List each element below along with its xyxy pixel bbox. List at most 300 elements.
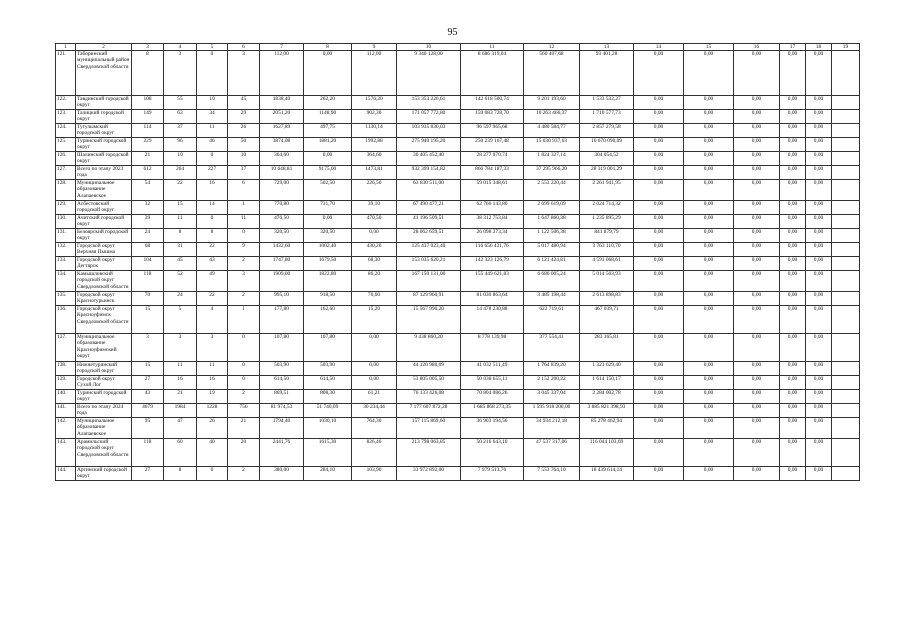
value-cell: 87 129 960,91 <box>397 292 461 306</box>
value-cell: 0,00 <box>684 110 734 124</box>
value-cell: 0,00 <box>780 467 806 481</box>
value-cell: 0,00 <box>734 180 780 201</box>
value-cell: 2 024 714,32 <box>580 201 634 215</box>
value-cell: 22 <box>197 243 228 257</box>
value-cell: 0,00 <box>780 138 806 152</box>
value-cell: 6 686 005,24 <box>524 271 580 292</box>
value-cell: 37 <box>228 166 260 180</box>
value-cell: 36 903 194,56 <box>461 418 524 439</box>
value-cell: 27 <box>132 376 164 390</box>
value-cell: 0,00 <box>734 96 780 110</box>
column-header: 19 <box>832 44 860 51</box>
value-cell: 869,51 <box>260 390 304 404</box>
value-cell: 86,20 <box>352 271 397 292</box>
value-cell: 41 196 509,51 <box>397 215 461 229</box>
value-cell: 171 057 772,80 <box>397 110 461 124</box>
value-cell: 0,00 <box>684 439 734 467</box>
row-number-cell: 130. <box>56 215 76 229</box>
value-cell: 76 133 426,08 <box>397 390 461 404</box>
value-cell: 731,70 <box>304 201 352 215</box>
value-cell: 770,80 <box>260 201 304 215</box>
value-cell: 0,00 <box>634 96 684 110</box>
value-cell: 2 <box>228 257 260 271</box>
value-cell: 1 122 506,38 <box>524 229 580 243</box>
value-cell: 0,00 <box>806 257 832 271</box>
value-cell: 0,00 <box>806 243 832 257</box>
value-cell: 1 235 895,29 <box>580 215 634 229</box>
value-cell: 0,00 <box>734 292 780 306</box>
value-cell: 3 <box>164 51 197 96</box>
value-cell: 34 <box>197 110 228 124</box>
column-header: 2 <box>76 44 132 51</box>
value-cell: 1 710 577,73 <box>580 110 634 124</box>
value-cell: 0,00 <box>780 201 806 215</box>
value-cell: 4 591 068,61 <box>580 257 634 271</box>
column-header: 9 <box>352 44 397 51</box>
value-cell: 764,30 <box>352 418 397 439</box>
value-cell: 0,00 <box>806 306 832 334</box>
value-cell: 0,00 <box>634 292 684 306</box>
value-cell: 0,00 <box>806 96 832 110</box>
value-cell: 1794,40 <box>260 418 304 439</box>
table-row <box>56 271 860 292</box>
value-cell: 2051,20 <box>260 110 304 124</box>
value-cell: 826,46 <box>352 439 397 467</box>
municipality-cell: Муниципальное образование Красноуфимский округ <box>76 334 132 362</box>
value-cell: 304 054,52 <box>580 152 634 166</box>
value-cell: 49 <box>197 271 228 292</box>
value-cell: 28 062 659,51 <box>397 229 461 243</box>
value-cell: 10 670 090,09 <box>580 138 634 152</box>
value-cell: 3 763 110,70 <box>580 243 634 257</box>
value-cell: 112,00 <box>352 51 397 96</box>
value-cell: 4 480 584,77 <box>524 124 580 138</box>
value-cell: 1822,80 <box>304 271 352 292</box>
value-cell: 9 <box>228 243 260 257</box>
value-cell: 0,00 <box>684 138 734 152</box>
value-cell: 320,50 <box>304 229 352 243</box>
value-cell: 0,00 <box>734 51 780 96</box>
value-cell: 0,00 <box>734 243 780 257</box>
value-cell: 142 618 500,74 <box>461 96 524 110</box>
value-cell: 0,00 <box>806 390 832 404</box>
value-cell: 107,80 <box>304 334 352 362</box>
value-cell: 21 <box>228 418 260 439</box>
value-cell: 6 121 424,81 <box>524 257 580 271</box>
column-header: 11 <box>461 44 524 51</box>
value-cell: 155 449 621,83 <box>461 271 524 292</box>
value-cell: 22 <box>164 180 197 201</box>
value-cell: 108 <box>132 96 164 110</box>
value-cell: 0,00 <box>352 334 397 362</box>
value-cell: 0,00 <box>634 306 684 334</box>
row-number-cell: 143. <box>56 439 76 467</box>
column-header: 4 <box>164 44 197 51</box>
value-cell: 53 805 005,50 <box>397 376 461 390</box>
value-cell: 0,00 <box>634 334 684 362</box>
column-header: 18 <box>806 44 832 51</box>
value-cell: 0,00 <box>734 201 780 215</box>
value-cell: 0,00 <box>684 51 734 96</box>
value-cell: 0,00 <box>684 166 734 180</box>
value-cell: 15 <box>164 201 197 215</box>
value-cell: 153 353 226,61 <box>397 96 461 110</box>
value-cell: 11 <box>197 362 228 376</box>
value-cell: 38 312 753,84 <box>461 215 524 229</box>
value-cell: 8 778 139,98 <box>461 334 524 362</box>
value-cell: 10 <box>164 152 197 166</box>
value-cell: 0,00 <box>734 138 780 152</box>
value-cell: 808,30 <box>304 390 352 404</box>
value-cell <box>832 292 860 306</box>
value-cell: 0,00 <box>634 439 684 467</box>
value-cell <box>832 215 860 229</box>
table-row <box>56 243 860 257</box>
value-cell: 3 <box>164 334 197 362</box>
value-cell: 153 035 620,21 <box>397 257 461 271</box>
value-cell: 213 798 063,85 <box>397 439 461 467</box>
value-cell: 0,00 <box>780 292 806 306</box>
value-cell: 1909,00 <box>260 271 304 292</box>
value-cell: 0,00 <box>304 152 352 166</box>
row-number-cell: 127. <box>56 166 76 180</box>
value-cell: 0,00 <box>780 215 806 229</box>
value-cell: 103,90 <box>352 467 397 481</box>
value-cell: 22 <box>197 292 228 306</box>
value-cell: 0,00 <box>684 404 734 418</box>
value-cell: 1627,89 <box>260 124 304 138</box>
value-cell: 0,00 <box>634 418 684 439</box>
table-row <box>56 362 860 376</box>
value-cell: 0,00 <box>684 124 734 138</box>
value-cell: 15,20 <box>352 306 397 334</box>
value-cell <box>832 166 860 180</box>
value-cell: 0,00 <box>780 180 806 201</box>
table-row <box>56 180 860 201</box>
value-cell: 0 <box>228 376 260 390</box>
value-cell: 0,00 <box>304 51 352 96</box>
value-cell: 26 <box>228 124 260 138</box>
value-cell: 1615,30 <box>304 439 352 467</box>
value-cell: 0,00 <box>684 243 734 257</box>
value-cell: 0,00 <box>780 362 806 376</box>
municipality-cell: Таборинский муниципальный район Свердловской области <box>76 51 132 96</box>
table-row <box>56 292 860 306</box>
value-cell: 1 824 327,14 <box>524 152 580 166</box>
value-cell: 10 <box>197 96 228 110</box>
value-cell: 10 648,81 <box>260 166 304 180</box>
value-cell: 63 830 511,00 <box>397 180 461 201</box>
value-cell: 26 098 273,34 <box>461 229 524 243</box>
value-cell: 0 <box>197 152 228 166</box>
value-cell: 142 323 126,79 <box>461 257 524 271</box>
value-cell <box>832 229 860 243</box>
value-cell: 7 553 764,10 <box>524 467 580 481</box>
value-cell: 1432,60 <box>260 243 304 257</box>
value-cell: 0,00 <box>780 418 806 439</box>
table-row <box>56 51 860 96</box>
table-row <box>56 467 860 481</box>
value-cell: 364,60 <box>260 152 304 166</box>
value-cell: 9 201 193,60 <box>524 96 580 110</box>
table-row <box>56 110 860 124</box>
value-cell: 167 150 131,00 <box>397 271 461 292</box>
value-cell: 5 <box>164 306 197 334</box>
value-cell: 55 <box>164 96 197 110</box>
value-cell: 3 045 337,04 <box>524 390 580 404</box>
row-number-cell: 139. <box>56 376 76 390</box>
municipality-cell: Тавдинский городской округ <box>76 96 132 110</box>
municipality-cell: Муниципальное образование Алапаевское <box>76 180 132 201</box>
value-cell: 1228 <box>197 404 228 418</box>
value-cell: 0,00 <box>780 51 806 96</box>
value-cell: 614,50 <box>304 376 352 390</box>
value-cell <box>832 180 860 201</box>
value-cell: 0,00 <box>734 215 780 229</box>
value-cell: 0,00 <box>806 362 832 376</box>
value-cell: 30 405 452,40 <box>397 152 461 166</box>
value-cell: 26 <box>197 418 228 439</box>
value-cell: 0,00 <box>634 243 684 257</box>
value-cell: 70 804 086,26 <box>461 390 524 404</box>
value-cell: 0,00 <box>634 271 684 292</box>
value-cell: 45 <box>164 257 197 271</box>
value-cell: 10 <box>228 152 260 166</box>
value-cell: 16 <box>197 376 228 390</box>
value-cell: 112,00 <box>260 51 304 96</box>
value-cell <box>832 467 860 481</box>
value-cell: 3 885 821 398,93 <box>580 404 634 418</box>
value-cell: 0,00 <box>684 390 734 404</box>
value-cell: 11 <box>228 215 260 229</box>
value-cell: 0 <box>197 51 228 96</box>
value-cell: 5 014 503,93 <box>580 271 634 292</box>
value-cell: 250 239 167,48 <box>461 138 524 152</box>
value-cell: 0,00 <box>734 390 780 404</box>
page-number: 95 <box>447 27 458 38</box>
row-number-cell: 135. <box>56 292 76 306</box>
value-cell: 2 699 619,09 <box>524 201 580 215</box>
value-cell: 15 <box>132 306 164 334</box>
value-cell: 1 685 868 273,35 <box>461 404 524 418</box>
value-cell <box>832 138 860 152</box>
column-header: 10 <box>397 44 461 51</box>
municipality-cell: Асбестовский городской округ <box>76 201 132 215</box>
header-row <box>56 44 860 51</box>
row-number-cell: 123. <box>56 110 76 124</box>
municipality-cell: Арамильский городской округ Свердловской области <box>76 439 132 467</box>
value-cell: 107,80 <box>260 334 304 362</box>
value-cell: 503,90 <box>260 362 304 376</box>
value-cell: 11 <box>197 124 228 138</box>
municipality-cell: Туринский городской округ <box>76 138 132 152</box>
row-number-cell: 134. <box>56 271 76 292</box>
table-row <box>56 152 860 166</box>
value-cell: 0,00 <box>634 390 684 404</box>
value-cell: 902,30 <box>352 110 397 124</box>
value-cell: 470,50 <box>260 215 304 229</box>
value-cell: 70 <box>132 292 164 306</box>
value-cell: 227 <box>197 166 228 180</box>
municipality-cell: Белоярский городской округ <box>76 229 132 243</box>
value-cell: 27 <box>132 467 164 481</box>
value-cell: 96 <box>164 138 197 152</box>
value-cell: 30 234,44 <box>352 404 397 418</box>
row-number-cell: 126. <box>56 152 76 166</box>
value-cell: 114 <box>132 124 164 138</box>
value-cell: 46 <box>197 138 228 152</box>
value-cell: 45 <box>228 96 260 110</box>
value-cell: 29 <box>228 110 260 124</box>
value-cell: 19 <box>197 390 228 404</box>
table-row <box>56 404 860 418</box>
value-cell: 76,60 <box>352 292 397 306</box>
value-cell: 0,00 <box>806 215 832 229</box>
column-header: 16 <box>734 44 780 51</box>
value-cell: 0,00 <box>780 243 806 257</box>
value-cell: 0,00 <box>780 271 806 292</box>
value-cell <box>832 96 860 110</box>
value-cell: 7 979 513,76 <box>461 467 524 481</box>
value-cell: 0,00 <box>780 229 806 243</box>
table-row <box>56 138 860 152</box>
value-cell: 0,00 <box>634 467 684 481</box>
row-number-cell: 144. <box>56 467 76 481</box>
value-cell: 149 <box>132 110 164 124</box>
value-cell: 162,60 <box>304 306 352 334</box>
column-header: 12 <box>524 44 580 51</box>
value-cell: 0,00 <box>780 152 806 166</box>
table-row <box>56 334 860 362</box>
value-cell: 0,00 <box>734 334 780 362</box>
table-row <box>56 306 860 334</box>
municipality-cell: Городской округ Краснотурьинск <box>76 292 132 306</box>
value-cell: 275 940 195,20 <box>397 138 461 152</box>
value-cell: 0,00 <box>634 376 684 390</box>
value-cell: 614,50 <box>260 376 304 390</box>
value-cell: 1838,40 <box>260 96 304 110</box>
value-cell: 0,00 <box>806 110 832 124</box>
value-cell: 0,00 <box>734 271 780 292</box>
row-number-cell: 125. <box>56 138 76 152</box>
value-cell: 50 216 643,10 <box>461 439 524 467</box>
table-row <box>56 439 860 467</box>
value-cell: 0,00 <box>806 152 832 166</box>
value-cell: 1 595 918 200,00 <box>524 404 580 418</box>
value-cell: 0,00 <box>806 124 832 138</box>
column-header: 14 <box>634 44 684 51</box>
value-cell: 11 <box>164 215 197 229</box>
value-cell: 93 401,28 <box>580 51 634 96</box>
value-cell: 1148,90 <box>304 110 352 124</box>
value-cell: 0,00 <box>634 124 684 138</box>
value-cell: 2 <box>228 390 260 404</box>
value-cell: 0,00 <box>684 201 734 215</box>
value-cell: 0,00 <box>734 467 780 481</box>
value-cell: 177,80 <box>260 306 304 334</box>
value-cell: 284,10 <box>304 467 352 481</box>
value-cell: 0,00 <box>734 257 780 271</box>
table-row <box>56 215 860 229</box>
column-header: 8 <box>304 44 352 51</box>
value-cell: 866 784 187,33 <box>461 166 524 180</box>
municipality-cell: Муниципальное образование Алапаевское <box>76 418 132 439</box>
value-cell: 497,75 <box>304 124 352 138</box>
value-cell: 2 857 279,58 <box>580 124 634 138</box>
value-cell: 320,50 <box>260 229 304 243</box>
row-number-cell: 124. <box>56 124 76 138</box>
value-cell: 14 <box>197 201 228 215</box>
value-cell: 2 613 898,83 <box>580 292 634 306</box>
value-cell: 1 <box>228 306 260 334</box>
value-cell <box>832 390 860 404</box>
municipality-cell: Камышловский городской округ Свердловской области <box>76 271 132 292</box>
value-cell: 0,00 <box>634 257 684 271</box>
row-number-cell: 133. <box>56 257 76 271</box>
value-cell: 622 719,61 <box>524 306 580 334</box>
value-cell: 0,00 <box>806 334 832 362</box>
value-cell: 0,00 <box>634 138 684 152</box>
value-cell: 1 323 629,40 <box>580 362 634 376</box>
column-header: 7 <box>260 44 304 51</box>
value-cell: 503,90 <box>304 362 352 376</box>
value-cell: 21 <box>132 152 164 166</box>
value-cell: 5 017 480,94 <box>524 243 580 257</box>
value-cell: 43 <box>197 257 228 271</box>
value-cell: 159 083 728,70 <box>461 110 524 124</box>
value-cell: 1 533 532,27 <box>580 96 634 110</box>
value-cell: 3 <box>228 271 260 292</box>
municipality-cell: Городской округ Дегтярск <box>76 257 132 271</box>
column-header: 5 <box>197 44 228 51</box>
value-cell: 1473,81 <box>352 166 397 180</box>
table-row <box>56 201 860 215</box>
value-cell: 118 <box>132 439 164 467</box>
table-row <box>56 166 860 180</box>
value-cell: 0,00 <box>634 180 684 201</box>
value-cell: 0,00 <box>684 362 734 376</box>
municipality-cell: Талицкий городской округ <box>76 110 132 124</box>
value-cell: 0,00 <box>634 166 684 180</box>
value-cell: 118 <box>132 271 164 292</box>
value-cell: 0 <box>228 334 260 362</box>
column-header: 17 <box>780 44 806 51</box>
value-cell: 0,00 <box>634 110 684 124</box>
value-cell: 0,00 <box>780 439 806 467</box>
value-cell: 103 935 830,03 <box>397 124 461 138</box>
value-cell: 0,00 <box>734 362 780 376</box>
value-cell: 2 <box>228 467 260 481</box>
value-cell: 4679 <box>132 404 164 418</box>
value-cell: 28 319 001,29 <box>580 166 634 180</box>
municipality-cell: Всего по этапу 2023 года <box>76 166 132 180</box>
table-row <box>56 96 860 110</box>
municipality-cell: Ачитский городской округ <box>76 215 132 229</box>
value-cell: 0,00 <box>684 152 734 166</box>
value-cell: 3874,08 <box>260 138 304 152</box>
value-cell: 4 <box>197 306 228 334</box>
value-cell: 44 120 980,09 <box>397 362 461 376</box>
data-table <box>55 43 860 481</box>
value-cell: 81 030 863,64 <box>461 292 524 306</box>
row-number-cell: 128. <box>56 180 76 201</box>
value-cell: 16 <box>197 180 228 201</box>
column-header: 15 <box>684 44 734 51</box>
table-row <box>56 418 860 439</box>
value-cell: 157 115 869,60 <box>397 418 461 439</box>
value-cell: 0,00 <box>684 215 734 229</box>
value-cell: 3 <box>132 334 164 362</box>
